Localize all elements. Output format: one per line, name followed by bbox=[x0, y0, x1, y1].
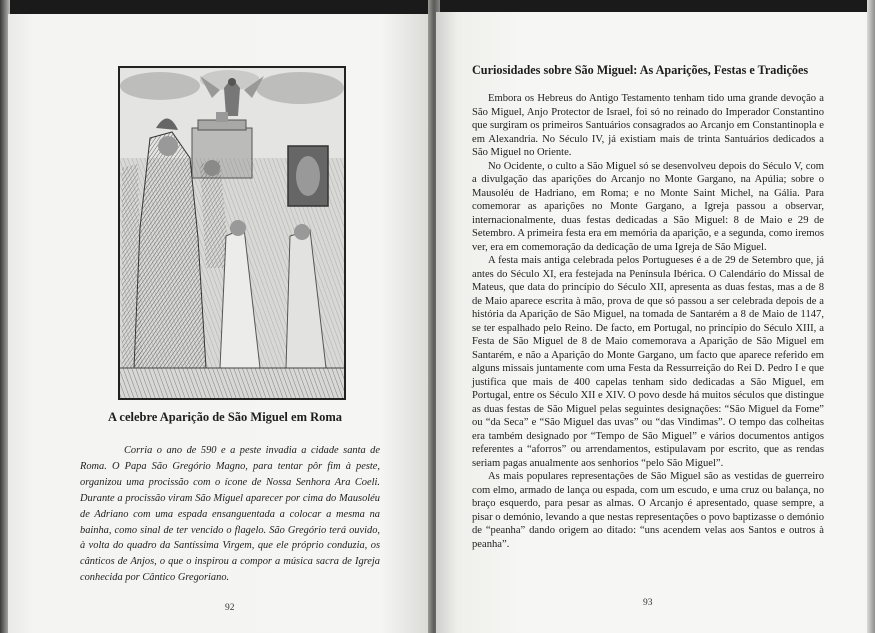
paragraph: A festa mais antiga celebrada pelos Portugueses é a de 29 de Setembro que, já antes do Século XI, era festejada na Península Ibérica. O Calendário do Missal de Mateus, que data do princípio do Século XII, apresenta as duas festas, mas a de 8 de Maio aparece escrita à mão, prova de que só passou a ser celebrada depois de a história da Aparição de São Miguel, na tomada de Santarém a 8 de Maio de 1147, se ter espalhado pelo Reino. De facto, em Portugal, no princípio do Século XIII, a Festa de São Miguel de 8 de Maio comemorava a Aparição de São Miguel em Santarém, e não a Aparição do Monte Gargano, um facto que aparece referido em alguns missais juntamente com uma Festa da Ressurreição do Rei D. Pedro I e que justifica que mais de 400 capelas tenham sido dedicadas a São Miguel, em Portugal, entre os Século XII e XIV. O povo desde há muitos séculos que distingue as duas festas de São Miguel pelas seguintes designações: “São Miguel da Fome” ou “da Seca” e “São Miguel das uvas” ou “das Vindimas”. O tempo das colheitas era também designado por “Tempo de São Miguel” e vários documentos antigos referentes a “aforros” ou arrendamentos, estipulavam por escrito, que as rendas seriam pagas anualmente aos senhorios “pelo São Miguel”. bbox=[472, 255, 824, 469]
left-page-text: Corria o ano de 590 e a peste invadia a cidade santa de Roma. O Papa São Gregório Magno, para tentar pôr fim à peste, organizou uma procissão com o ícone de Nossa Senhora Ara Coeli. Durante a procissão viram São Miguel aparecer por cima do Mausoléu de Adriano com uma espada ensanguentada a colocar a mesma na bainha, como sinal de ter vencido o flagelo. São Gregório terá ouvido, à volta do quadro da Santíssima Virgem, que ele próprio conduzia, os cânticos de Anjos, o que o inspirou a compor a música sacra de Igreja conhecida por Cântico Gregoriano. bbox=[80, 445, 380, 584]
right-page-number: 93 bbox=[643, 598, 653, 608]
right-book-edge bbox=[867, 0, 875, 633]
left-page-number: 92 bbox=[225, 603, 235, 613]
page-heading: Curiosidades sobre São Miguel: As Aparições, Festas e Tradições bbox=[472, 63, 809, 77]
paragraph: No Ocidente, o culto a São Miguel só se desenvolveu depois do Século V, com a divulgação das aparições do Arcanjo no Monte Gargano, na Apúlia; sobre o Mausoléu de Hadriano, em Roma; e no Monte Saint Michel, na Gália. Para comemorar as aparições no Monte Gargano, a Igreja passou a observar, internacionalmente, duas festas dedicadas a São Miguel: 8 de Maio e 29 de Setembro. A primeira festa era em memória da aparição, e a segunda, como iremos ver, era em comemoração da dedicação de uma Igreja de São Miguel. bbox=[472, 160, 824, 253]
right-page-text bbox=[472, 92, 824, 551]
engraving-illustration bbox=[118, 66, 346, 400]
illustration-caption: A celebre Aparição de São Miguel em Roma bbox=[107, 410, 343, 424]
paragraph: As mais populares representações de São Miguel são as vestidas de guerreiro com elmo, armado de lança ou espada, com um escudo, e uma cruz ou balança, no braço esquerdo, para pesar as almas. O Arcanjo é apresentado, quase sempre, a pisar o demónio, levando a que nestas representações o povo baptizasse o demónio de “peanha” dando origem ao ditado: “uns acendem velas aos Santos e outros à peanha”. bbox=[472, 471, 824, 550]
paragraph: Embora os Hebreus do Antigo Testamento tenham tido uma grande devoção a São Miguel, Anjo Protector de Israel, foi só no reinado do Imperador Constantino que surgiram os primeiros Santuários consagrados ao Arcanjo em Constantinopla e em Alexandria. No Século IV, já existiam mais de trinta Santuários dedicados a São Miguel no Oriente. bbox=[472, 93, 824, 158]
apparition-engraving-picture bbox=[120, 68, 344, 398]
